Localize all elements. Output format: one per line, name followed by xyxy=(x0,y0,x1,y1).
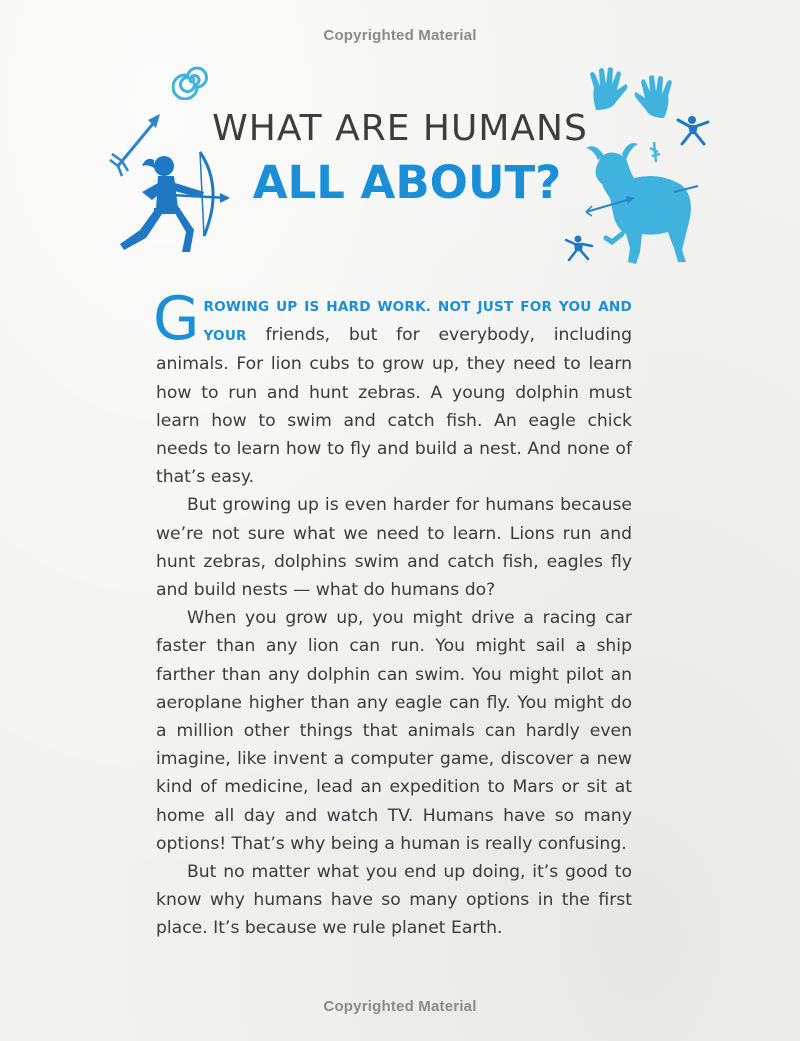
chapter-title-line2: ALL ABOUT? xyxy=(252,156,562,209)
article-body xyxy=(153,284,632,943)
small-dancer-figure xyxy=(564,234,594,262)
paragraph-4: But no matter what you end up doing, it’s good to know why humans have so many options in the first place. It’s because we rule planet Earth. xyxy=(156,862,632,939)
paragraph-1-text: friends, but for everybody, including animals. For lion cubs to grow up, they need to learn how to run and hunt zebras. A young dolphin must learn how to swim and catch fish. An eagle chick needs to learn how to fly and build a nest. And none of that’s easy. xyxy=(156,325,632,488)
chapter-title-line1: WHAT ARE HUMANS xyxy=(212,108,588,149)
copyright-watermark-top: Copyrighted Material xyxy=(323,27,477,44)
spiral-icon xyxy=(172,60,212,100)
drop-cap: G xyxy=(153,284,200,354)
handprint-icon xyxy=(586,66,630,114)
copyright-watermark-bottom: Copyrighted Material xyxy=(323,998,477,1015)
lead-in-text: ROWING UP IS HARD WORK. NOT JUST FOR YOU AND YOUR xyxy=(203,299,632,345)
paragraph-2: But growing up is even harder for humans because we’re not sure what we need to learn. Lions run and hunt zebras, dolphins swim and catch fish, eagles fly and build nests — what do humans do? xyxy=(156,495,632,601)
paragraph-1 xyxy=(153,284,632,491)
paragraph-3: When you grow up, you might drive a racing car faster than any lion can run. You might sail a ship farther than any dolphin can swim. You might pilot an aeroplane higher than any eagle can fly. You might do a million other things that animals can hardly even imagine, like invent a computer game, discover a new kind of medicine, lead an expedition to Mars or sit at home all day and watch TV. Humans have so many options! That’s why being a human is really confusing. xyxy=(156,608,632,854)
